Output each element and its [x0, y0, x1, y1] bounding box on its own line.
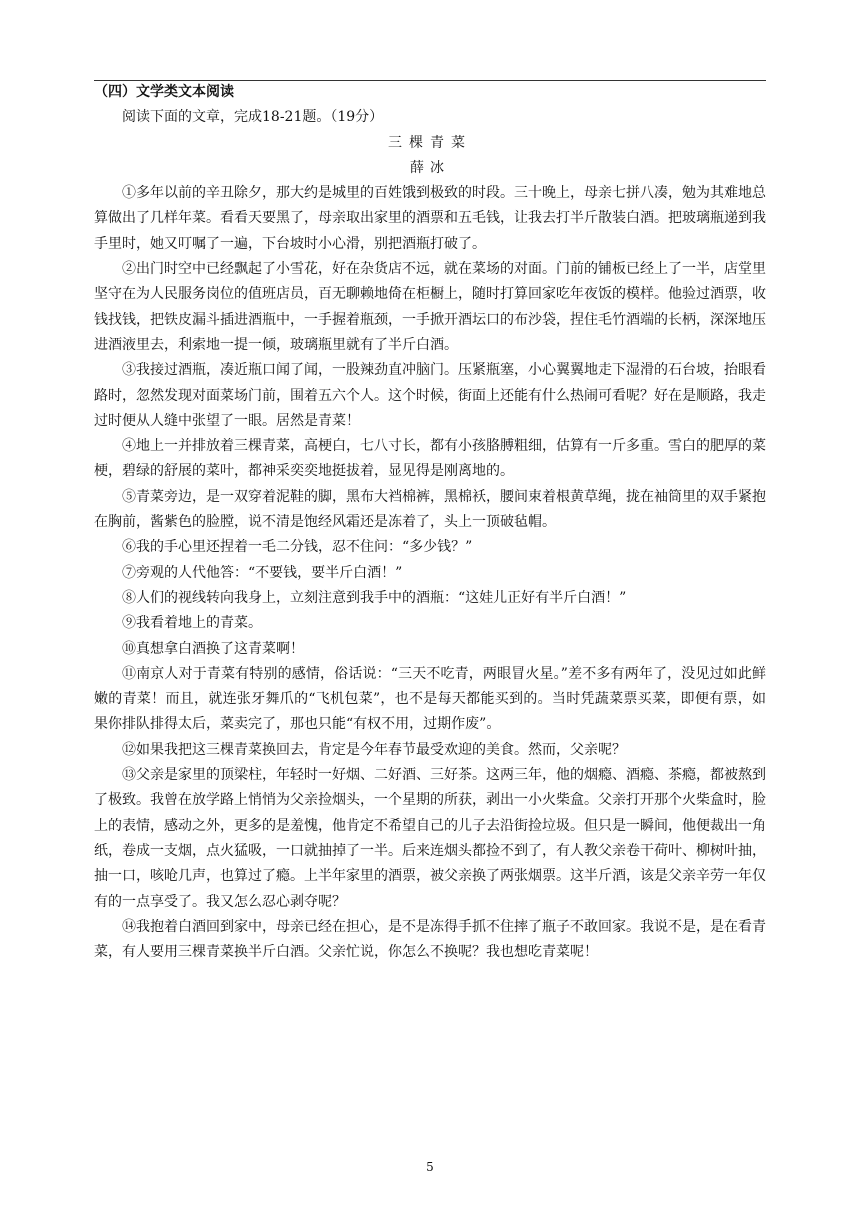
page-number: 5 — [426, 1160, 434, 1174]
paragraph-5: ⑤青菜旁边，是一双穿着泥鞋的脚，黑布大裆棉裤，黑棉袄，腰间束着根黄草绳，拢在袖筒里的双手紧抱在胸前，酱紫色的脸膛，说不清是饱经风霜还是冻着了，头上一顶破毡帽。 — [94, 488, 766, 531]
paragraph-6: ⑥我的手心里还捏着一毛二分钱，忍不住问：“多少钱？” — [122, 539, 473, 556]
paragraph-8: ⑧人们的视线转向我身上，立刻注意到我手中的酒瓶：“这娃儿正好有半斤白酒！” — [122, 589, 627, 606]
paragraph-11: ⑪南京人对于青菜有特别的感情，俗话说：“三天不吃青，两眼冒火星。”差不多有两年了，没见过如此鲜嫩的青菜！而且，就连张牙舞爪的“飞机包菜”，也不是每天都能买到的。当时凭蔬菜票买菜，即便有票，如果你排队排得太后，菜卖完了，那也只能“有权不用，过期作废”。 — [94, 665, 766, 733]
paragraph-3: ③我接过酒瓶，凑近瓶口闻了闻，一股辣劲直冲脑门。压紧瓶塞，小心翼翼地走下湿滑的石台坡，抬眼看路时，忽然发现对面菜场门前，围着五六个人。这个时候，街面上还能有什么热闹可看呢？好在是顺路，我走过时便从人缝中张望了一眼。居然是青菜！ — [94, 362, 766, 429]
paragraph-9: ⑨我看着地上的青菜。 — [122, 615, 262, 632]
instruction: 阅读下面的文章，完成18-21题。（19分） — [122, 109, 384, 126]
article-title: 三棵青菜 — [388, 134, 472, 151]
article-author: 薛冰 — [410, 159, 450, 176]
paragraph-4: ④地上一并排放着三棵青菜，高梗白，七八寸长，都有小孩胳膊粗细，估算有一斤多重。雪白的肥厚的菜梗，碧绿的舒展的菜叶，都神采奕奕地挺拔着，显见得是刚离地的。 — [94, 438, 766, 480]
section-title: （四）文学类文本阅读 — [94, 84, 234, 100]
paragraph-12: ⑫如果我把这三棵青菜换回去，肯定是今年春节最受欢迎的美食。然而，父亲呢？ — [122, 741, 626, 758]
page-content — [94, 80, 766, 965]
paragraph-10: ⑩真想拿白酒换了这青菜啊！ — [122, 640, 304, 657]
paragraph-2: ②出门时空中已经飘起了小雪花，好在杂货店不远，就在菜场的对面。门前的铺板已经上了一半，店堂里坚守在为人民服务岗位的值班店员，百无聊赖地倚在柜橱上，随时打算回家吃年夜饭的模样。他验过酒票，收钱找钱，把铁皮漏斗插进酒瓶中，一手握着瓶颈，一手掀开酒坛口的布沙袋，捏住毛竹酒端的长柄，深深地压进酒液里去，利索地一提一倾，玻璃瓶里就有了半斤白酒。 — [94, 261, 766, 353]
paragraph-1: ①多年以前的辛丑除夕，那大约是城里的百姓饿到极致的时段。三十晚上，母亲七拼八凑，勉为其难地总算做出了几样年菜。看看天要黑了，母亲取出家里的酒票和五毛钱，让我去打半斤散装白酒。把玻璃瓶递到我手里时，她又叮嘱了一遍，下台坡时小心滑，别把酒瓶打破了。 — [94, 185, 766, 252]
paragraph-14: ⑭我抱着白酒回到家中，母亲已经在担心，是不是冻得手抓不住摔了瓶子不敢回家。我说不是，是在看青菜，有人要用三棵青菜换半斤白酒。父亲忙说，你怎么不换呢？我也想吃青菜呢！ — [94, 918, 766, 961]
paragraph-13: ⑬父亲是家里的顶梁柱，年轻时一好烟、二好酒、三好茶。这两三年，他的烟瘾、酒瘾、茶瘾，都被熬到了极致。我曾在放学路上悄悄为父亲捡烟头，一个星期的所获，剥出一小火柴盒。父亲打开那个火柴盒时，脸上的表情，感动之外，更多的是羞愧，他肯定不希望自己的儿子去沿街捡垃圾。但只是一瞬间，他便裁出一角纸，卷成一支烟，点火猛吸，一口就抽掉了一半。后来连烟头都捡不到了，有人教父亲卷干荷叶、柳树叶抽，抽一口，咳呛几声，也算过了瘾。上半年家里的酒票，被父亲换了两张烟票。这半斤酒，该是父亲辛劳一年仅有的一点享受了。我又怎么忍心剥夺呢？ — [94, 767, 766, 910]
paragraph-7: ⑦旁观的人代他答：“不要钱，要半斤白酒！” — [122, 564, 403, 581]
